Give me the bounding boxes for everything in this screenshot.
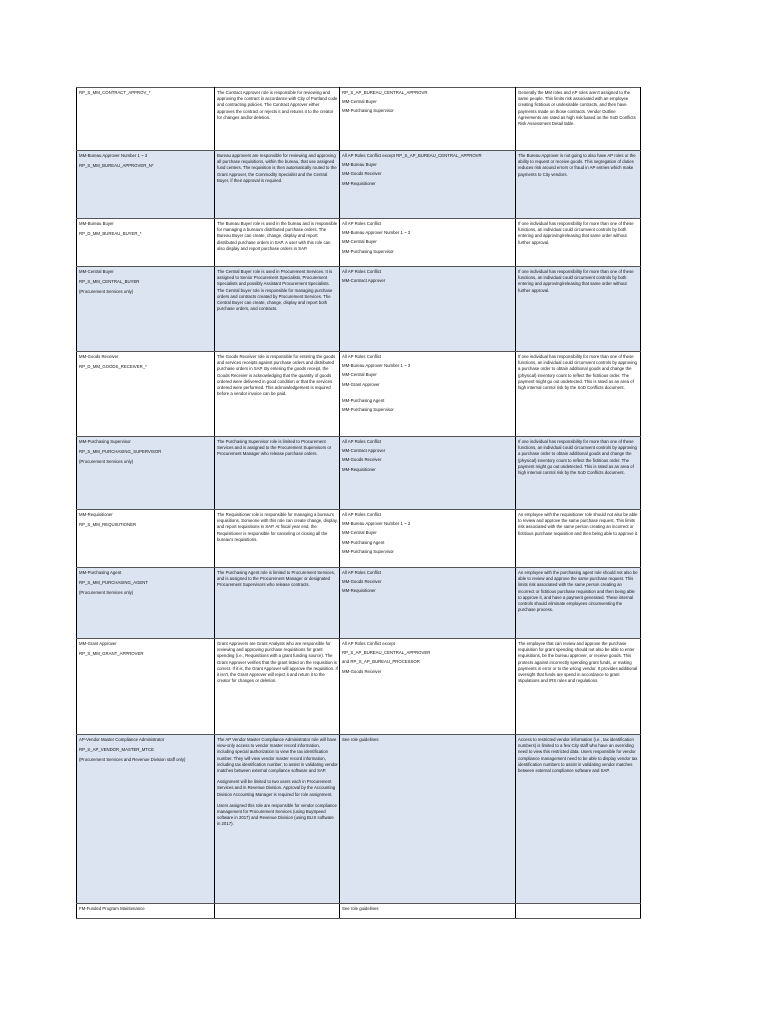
table-row <box>77 904 641 919</box>
conflict-line: All AP Roles Conflict except RP_S_AP_BUREAU_CENTRAL_APPROVR <box>342 153 482 158</box>
conflicts-cell <box>340 568 516 639</box>
conflict-line: All AP Roles Conflict <box>342 269 382 274</box>
role-line: RP_S_MM_REQUISITIONER <box>79 522 137 528</box>
risk-cell <box>516 352 641 437</box>
role-cell <box>77 568 215 639</box>
risk-text: If one individual has responsibility for more than one of these functions, an individual could circumvent controls by both entering and approving/releasing that same order without further approval. <box>518 221 634 245</box>
description-paragraph: The AP Vendor Master Compliance Administrator role will have view-only access to vendor master record information, including special authorization to view the tax identification number. They will view vendor master record information, including tax identification number, to assist in validating vendor matches between external compliance software and SAP. <box>217 737 338 774</box>
conflict-line: All AP Roles Conflict <box>342 570 382 575</box>
risk-cell <box>516 267 641 352</box>
role-line: RP_D_MM_GOODS_RECEIVER_* <box>79 364 147 370</box>
role-line: (Procurement Services only) <box>79 459 134 465</box>
conflict-line: MM-Contract Approver <box>342 278 386 284</box>
conflicts-cell <box>340 735 516 904</box>
risk-text: An employee with the purchasing agent role should not also be able to review and approve the same purchase request. This limits risk associated with the same person creating an incorrect or fictitious purchase requisition and then being able to approve it, and have a payment generated. These internal controls should eliminate employees circumventing the purchase process. <box>518 570 638 613</box>
role-cell <box>77 510 215 568</box>
description-paragraph: The Requisitioner role is responsible for managing a bureau's requisitions. Someone with this role can create change, display, and report requisitions in SAP. At fiscal year end, the Requisitioner is responsible for canceling or closing all the bureau's requisitions. <box>217 512 338 542</box>
conflict-line: MM-Bureau Approver Number 1 ~ 3 <box>342 230 411 236</box>
description-paragraph: The Contract Approver role is responsible for reviewing and approving the contract in accordance with City of Portland code and contracting policies. The Contract Approver either approves the contract or rejects it and returns it to the creator for changes and/or deletion. <box>217 90 338 120</box>
risk-text: An employee with the requisitioner role should not also be able to review and approve the same purchase request. This limits risk associated with the same person creating an incorrect or fictitious purchase requisition and then being able to approve it. <box>518 512 639 536</box>
conflict-line: MM-Bureau Approver Number 1 ~ 3 <box>342 521 411 527</box>
conflict-line: MM-Purchasing Supervisor <box>342 407 394 413</box>
conflict-line: All AP Roles Conflict <box>342 354 382 359</box>
conflict-line: All AP Roles Conflict <box>342 221 382 226</box>
role-cell <box>77 219 215 267</box>
conflict-line: MM-Purchasing Agent <box>342 539 385 545</box>
risk-cell <box>516 88 641 151</box>
description-cell <box>215 639 340 735</box>
table-row <box>77 437 641 510</box>
role-line: MM-Requisitioner <box>79 512 113 517</box>
table-body <box>77 88 641 919</box>
risk-text: If one individual has responsibility for more than one of these functions, an individual could circumvent controls by both entering and approving/releasing that same order without further approval. <box>518 269 634 293</box>
conflict-line: MM-Goods Receiver <box>342 457 382 463</box>
description-cell <box>215 568 340 639</box>
description-paragraph: The Purchasing Supervisor role is limited to Procurement Services and is assigned to the Procurement Supervisors or Procurement Manager who release purchase orders. <box>217 439 332 457</box>
description-cell <box>215 437 340 510</box>
risk-cell <box>516 151 641 219</box>
conflict-line: RP_S_AP_BUREAU_CENTRAL_APPROVER <box>342 650 431 656</box>
description-cell <box>215 151 340 219</box>
description-cell <box>215 510 340 568</box>
conflict-line: MM-Central Buyer <box>342 372 377 378</box>
risk-cell <box>516 437 641 510</box>
conflict-line: MM-Purchasing Supervisor <box>342 108 394 114</box>
description-paragraph: The Goods Receiver role is responsible for entering the goods and services receipts against purchase orders and distributed purchase orders in SAP. By entering the goods receipt, the Goods Receiver is acknowledging that the quantity of goods ordered were delivered in good condition or that the services ordered were performed. This acknowledgement is required before a vendor invoice can be paid. <box>217 354 336 397</box>
risk-text: The Bureau Approver is not going to also have AP roles or the ability to request or receive goods. This segregation of duties reduces risk around errors or fraud in AP entries which make payments to City vendors. <box>518 153 636 177</box>
table-row <box>77 352 641 437</box>
description-paragraph: Users assigned this role are responsible for vendor compliance management for Procurement Services (using BuySpeed software in 2017) and Revenue Division (using BLIS software in 2017). <box>217 802 337 827</box>
conflict-line: MM-Goods Receiver <box>342 579 382 585</box>
conflict-line: MM-Requisitioner <box>342 466 376 472</box>
conflicts-cell <box>340 437 516 510</box>
conflict-line: MM-Central Buyer <box>342 99 377 105</box>
description-cell <box>215 88 340 151</box>
role-cell <box>77 437 215 510</box>
conflict-line: MM-Requisitioner <box>342 588 376 594</box>
role-line: MM-Bureau Buyer <box>79 221 114 226</box>
risk-text: Generally the MM roles and AP roles aren't assigned to the same people. This limits risk associated with an employee creating fictitious or undesirable contracts, and then have payments made on those contracts. Vendor Outline Agreements are rated as high risk based on the SoD Conflicts Risk Assessment Detail table. <box>518 90 636 127</box>
risk-cell <box>516 219 641 267</box>
role-line: RP_S_MM_GRANT_APPROVER <box>79 651 144 657</box>
table-row <box>77 219 641 267</box>
description-paragraph: The Central Buyer role is used in Procurement Services. It is assigned to Senior Procurement Specialists, Procurement Specialists and possibly Assistant Procurement Specialists. The Central buyer role is responsible for managing purchase orders and contracts created by Procurement Services. The Central Buyer can create, change, display and report both purchase orders, and contracts. <box>217 269 333 312</box>
description-paragraph: The Bureau Buyer role is used in the bureau and is responsible for managing a bureau's distributed purchase orders. The Bureau Buyer can create, change, display and report distributed purchase orders in SAP. A user with this role can also display and report purchase orders in SAP. <box>217 221 338 251</box>
risk-cell <box>516 639 641 735</box>
risk-text: Access to restricted vendor information (i.e., tax identification numbers) is limited to a few City staff who have an overriding need to view this restricted data. Users responsible for vendor compliance management need to be able to display vendor tax identification numbers to assist in validating vendor matches between external compliance software and SAP. <box>518 737 638 774</box>
conflicts-cell <box>340 88 516 151</box>
table-row <box>77 568 641 639</box>
role-cell <box>77 352 215 437</box>
role-cell <box>77 904 215 919</box>
conflicts-cell <box>340 639 516 735</box>
description-cell <box>215 267 340 352</box>
conflict-line: MM-Grant Approver <box>342 381 380 387</box>
role-line: (Procurement Services only) <box>79 590 134 596</box>
table-row <box>77 88 641 151</box>
role-line: (Procurement Services and Revenue Division staff only) <box>79 757 186 763</box>
conflict-line: MM-Purchasing Agent <box>342 397 385 403</box>
role-line: (Procurement Services only) <box>79 289 134 295</box>
role-line: RP_S_MM_BUREAU_APPROVER_N* <box>79 163 154 169</box>
conflicts-cell <box>340 510 516 568</box>
role-line: RP_S_MM_PURCHASING_SUPERVISOR <box>79 449 162 455</box>
role-line: MM-Purchasing Supervisor <box>79 439 131 444</box>
conflict-line: See role guidelines <box>342 737 379 742</box>
description-paragraph: Assignment will be limited to two users each in Procurement Services and in Revenue Division. Approval by the Accounting Division Accounting Manager is required for role assignment. <box>217 779 336 797</box>
conflict-line: MM-Purchasing Supervisor <box>342 548 394 554</box>
conflict-line: MM-Central Buyer <box>342 530 377 536</box>
risk-text: If one individual has responsibility for more than one of these functions, an individual could circumvent controls by approving a purchase order to obtain additional goods and change the (physical) inventory count to reflect the fictitious order. The payment might go out undetected. This is rated as an area of high internal control risk by the SoD Conflicts document. <box>518 354 637 391</box>
description-paragraph: Grant Approvers are Grant Analysts who are responsible for reviewing and approving purchase requisitions for grant spending (i.e., Requisitions with a grant funding source). The Grant Approver verifies that the grant listed on the requisition is correct. If it is, the Grant Approver will approve the requisition. If it isn't, the Grant Approver will reject it and return it to the creator for changes or deletion. <box>217 641 338 684</box>
role-line: FM-Funded Program Maintenance <box>79 906 145 911</box>
conflict-line: MM-Goods Receiver <box>342 668 382 674</box>
table-row <box>77 151 641 219</box>
role-line: RP_S_MM_CONTRACT_APPROV_* <box>79 90 151 95</box>
conflict-line: All AP Roles Conflict <box>342 512 382 517</box>
conflict-line: MM-Central Buyer <box>342 239 377 245</box>
conflicts-cell <box>340 904 516 919</box>
description-paragraph: Bureau approvers are responsible for reviewing and approving all purchase requisitions, within the bureau, that use assigned fund centers. The requisition is then automatically routed to the Grant Approver, the Commodity Specialist and the Central Buyer, if their approval is required. <box>217 153 337 183</box>
table-row <box>77 735 641 904</box>
conflict-line: MM-Bureau Approver Number 1 ~ 3 <box>342 363 411 369</box>
role-line: MM-Goods Receiver <box>79 354 119 359</box>
risk-cell <box>516 568 641 639</box>
conflicts-cell <box>340 219 516 267</box>
role-line: MM-Purchasing Agent <box>79 570 122 575</box>
conflict-line: RP_S_AP_BUREAU_CENTRAL_APPROVR <box>342 90 428 95</box>
conflict-line: See role guidelines <box>342 906 379 911</box>
role-cell <box>77 267 215 352</box>
conflict-line: All AP Roles Conflict <box>342 439 382 444</box>
role-line: RP_S_AP_VENDOR_MASTER_MTCE <box>79 747 154 753</box>
conflict-line: MM-Bureau Buyer <box>342 162 377 168</box>
role-line: AP-Vendor Master Compliance Administrator <box>79 737 165 742</box>
role-line: RP_S_MM_PURCHASING_AGENT <box>79 580 149 586</box>
table-row <box>77 510 641 568</box>
risk-cell <box>516 510 641 568</box>
table-row <box>77 267 641 352</box>
risk-cell <box>516 735 641 904</box>
conflict-line: All AP Roles Conflict except <box>342 641 395 646</box>
description-cell <box>215 219 340 267</box>
conflicts-cell <box>340 151 516 219</box>
role-line: MM-Grant Approver <box>79 641 117 646</box>
conflicts-cell <box>340 352 516 437</box>
conflict-line: and RP_S_AP_BUREAU_PROCESSOR <box>342 659 420 665</box>
risk-text: The employee that can review and approve the purchase requisition for grant spending should not also be able to enter requisitions, be the bureau approver, or receive goods. This protects against incorrectly spending grant funds, or making payments in error or to the wrong vendor. It provides additional oversight that funds are spend in accordance to grant stipulations and IRS rules and regulations. <box>518 641 638 684</box>
table-row <box>77 639 641 735</box>
role-cell <box>77 88 215 151</box>
role-line: RP_D_MM_BUREAU_BUYER_* <box>79 231 142 237</box>
description-cell <box>215 904 340 919</box>
sod-conflicts-table <box>76 87 641 919</box>
conflict-line: MM-Goods Receiver <box>342 171 382 177</box>
risk-text: If one individual has responsibility for more than one of these functions, an individual could circumvent controls by approving a purchase order to obtain additional goods and change the (physical) inventory count to reflect the fictitious order. The payment might go out undetected. This is rated as an area of high internal control risk by the SoD Conflicts document. <box>518 439 637 476</box>
description-cell <box>215 735 340 904</box>
role-cell <box>77 151 215 219</box>
conflict-line: MM-Requisitioner <box>342 180 376 186</box>
role-line: MM-Central Buyer <box>79 269 114 274</box>
conflicts-cell <box>340 267 516 352</box>
role-cell <box>77 639 215 735</box>
description-paragraph: The Purchasing Agent role is limited to Procurement Services, and is assigned to the Procurement Manager or designated Procurement Supervisors who release contracts. <box>217 570 335 588</box>
role-line: RP_S_MM_CENTRAL_BUYER <box>79 279 140 285</box>
role-line: MM-Bureau Approver Number 1 ~ 3 <box>79 153 148 158</box>
risk-cell <box>516 904 641 919</box>
role-cell <box>77 735 215 904</box>
conflict-line: MM-Purchasing Supervisor <box>342 248 394 254</box>
description-cell <box>215 352 340 437</box>
conflict-line: MM-Contract Approver <box>342 448 386 454</box>
